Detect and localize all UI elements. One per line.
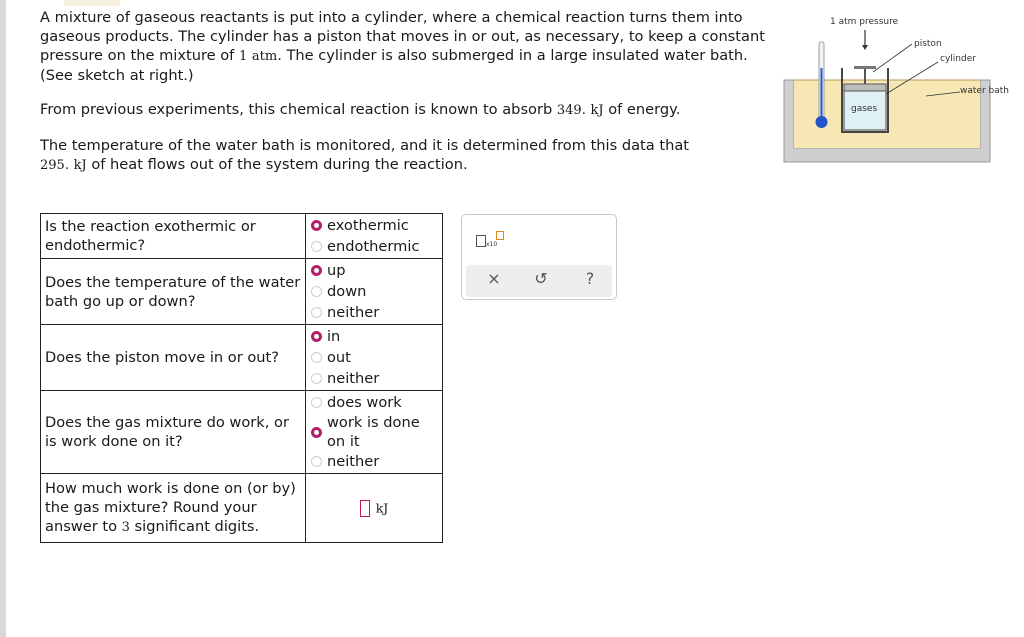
options-cell: [306, 214, 443, 259]
question-table: [40, 213, 443, 543]
pressure-label: 1 atm pressure: [830, 17, 899, 27]
piston-label: piston: [914, 39, 942, 49]
radio-selected-icon[interactable]: [311, 427, 322, 438]
radio-selected-icon[interactable]: [311, 265, 322, 276]
question-prompt: Does the gas mixture do work, or is work done on it?: [41, 391, 306, 474]
work-answer-input[interactable]: [360, 500, 370, 517]
arrow-head-icon: [862, 45, 868, 50]
option-down[interactable]: down: [311, 281, 442, 302]
exponent-box-icon: [496, 231, 504, 240]
cylinder-label: cylinder: [940, 54, 976, 64]
options-cell: [306, 259, 443, 325]
tool-button-bar: [466, 265, 612, 297]
radio-icon[interactable]: [311, 241, 322, 252]
question-prompt: Does the temperature of the water bath go up or down?: [41, 259, 306, 325]
scientific-notation-button[interactable]: [476, 231, 510, 253]
question-row-work: [41, 391, 443, 474]
option-neither[interactable]: neither: [311, 368, 442, 389]
problem-paragraph-energy: From previous experiments, this chemical reaction is known to absorb 349. kJ of energy.: [40, 101, 681, 118]
clear-button[interactable]: ×: [487, 269, 501, 288]
option-in[interactable]: in: [311, 326, 442, 347]
radio-icon[interactable]: [311, 307, 322, 318]
cylinder-diagram: [776, 8, 1016, 168]
answer-cell: [306, 474, 443, 543]
thermometer-fluid: [821, 68, 823, 120]
question-row-work-amount: [41, 474, 443, 543]
question-row-piston: [41, 325, 443, 391]
option-does-work[interactable]: does work: [311, 392, 442, 413]
problem-paragraph-setup: A mixture of gaseous reactants is put into a cylinder, where a chemical reaction turns them into gaseous products. The cylinder has a piston that moves in or out, as necessary, to keep a constant pressure on the mixture of 1 atm. The cylinder is also submerged in a large insulated water bath. (See sketch at right.): [40, 9, 765, 84]
option-up[interactable]: up: [311, 260, 442, 281]
gases-label: gases: [851, 104, 878, 114]
mantissa-box-icon: [476, 235, 486, 247]
top-tab: [64, 0, 120, 6]
radio-selected-icon[interactable]: [311, 220, 322, 231]
problem-paragraph-heat: The temperature of the water bath is monitored, and it is determined from this data that 295. kJ of heat flows out of the system during the reaction.: [40, 137, 689, 173]
question-prompt: How much work is done on (or by) the gas mixture? Round your answer to 3 significant digits.: [41, 474, 306, 543]
option-endothermic[interactable]: endothermic: [311, 236, 442, 257]
x10-label: x10: [486, 241, 498, 248]
options-cell: [306, 391, 443, 474]
help-button[interactable]: ?: [585, 269, 595, 288]
question-row-temperature: [41, 259, 443, 325]
undo-button[interactable]: ↺: [534, 269, 548, 288]
option-neither[interactable]: neither: [311, 451, 442, 472]
piston: [844, 84, 886, 91]
option-out[interactable]: out: [311, 347, 442, 368]
radio-icon[interactable]: [311, 456, 322, 467]
radio-icon[interactable]: [311, 373, 322, 384]
option-work-is-done-on-it[interactable]: work is done on it: [311, 413, 442, 451]
piston-leader: [873, 44, 912, 72]
answer-unit: kJ: [375, 500, 389, 516]
left-rail: [0, 0, 6, 637]
piston-handle: [854, 66, 876, 69]
radio-icon[interactable]: [311, 352, 322, 363]
question-prompt: Is the reaction exothermic or endothermic?: [41, 214, 306, 259]
option-exothermic[interactable]: exothermic: [311, 215, 442, 236]
option-neither[interactable]: neither: [311, 302, 442, 323]
question-prompt: Does the piston move in or out?: [41, 325, 306, 391]
question-row-exo-endo: [41, 214, 443, 259]
math-tool-panel: [461, 214, 617, 300]
water-bath-label: water bath: [960, 86, 1009, 96]
radio-selected-icon[interactable]: [311, 331, 322, 342]
thermometer-bulb-icon: [816, 116, 828, 128]
radio-icon[interactable]: [311, 397, 322, 408]
radio-icon[interactable]: [311, 286, 322, 297]
options-cell: [306, 325, 443, 391]
